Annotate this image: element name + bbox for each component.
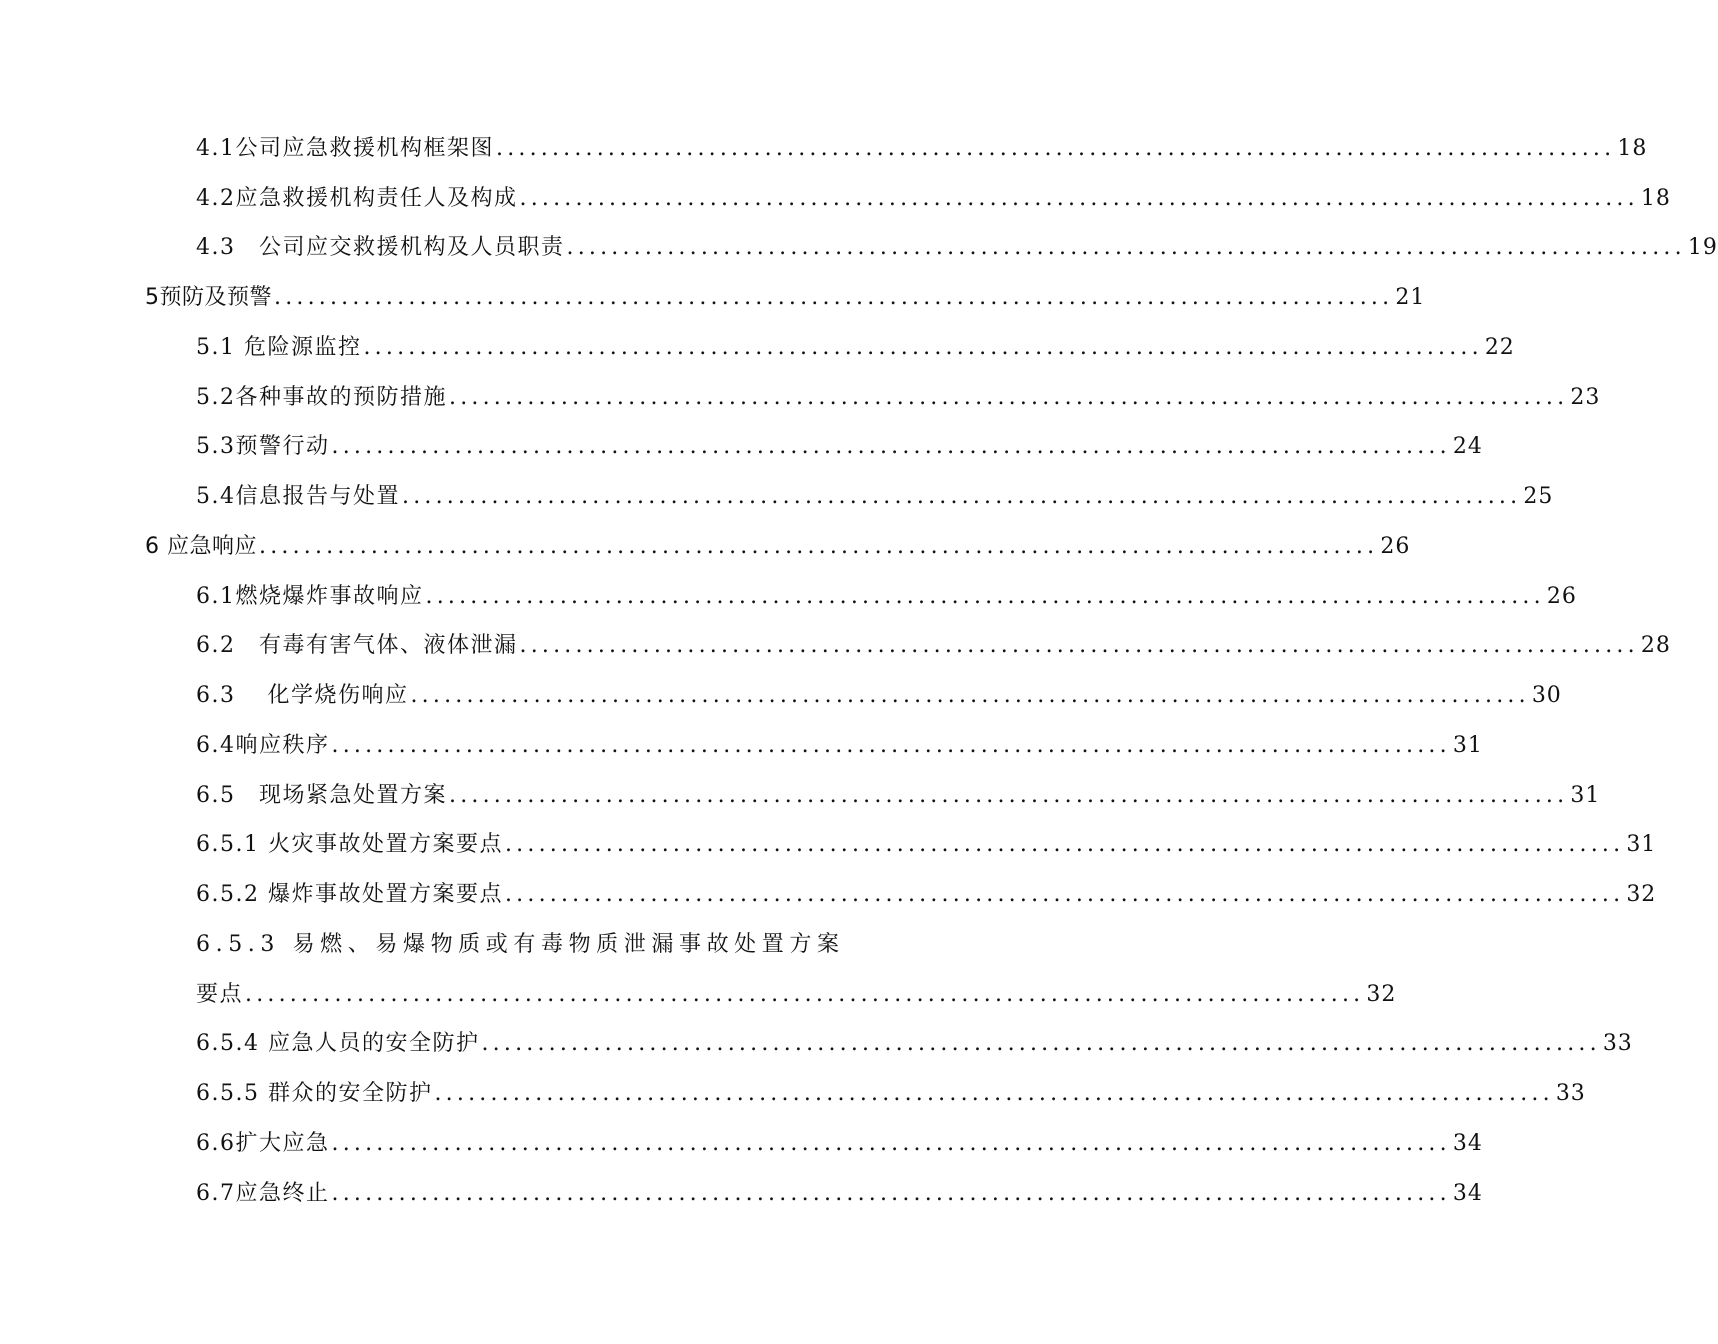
toc-page-number: 18 bbox=[1617, 136, 1648, 161]
toc-dot-leader: .................................................................................................... bbox=[449, 385, 1569, 410]
toc-dot-leader: .................................................................................................... bbox=[566, 235, 1686, 260]
toc-page-number: 34 bbox=[1452, 1181, 1483, 1206]
toc-entry-6-5-1[interactable] bbox=[196, 828, 1657, 862]
toc-entry-title: 4.1公司应急救援机构框架图 bbox=[196, 136, 494, 161]
toc-entry-6-4[interactable] bbox=[196, 729, 1483, 763]
toc-page-number: 24 bbox=[1452, 434, 1483, 459]
toc-entry-6-3[interactable] bbox=[196, 679, 1562, 713]
toc-page-number: 23 bbox=[1570, 385, 1601, 410]
toc-dot-leader: .................................................................................................... bbox=[496, 136, 1616, 161]
toc-entry-title: 6.4响应秩序 bbox=[196, 733, 330, 758]
toc-entry-title: 4.3 公司应交救援机构及人员职责 bbox=[196, 235, 565, 260]
toc-dot-leader: .................................................................................................... bbox=[519, 633, 1639, 658]
toc-entry-title: 6.5 现场紧急处置方案 bbox=[196, 783, 447, 808]
toc-dot-leader: .................................................................................................... bbox=[331, 733, 1451, 758]
toc-entry-4-1[interactable] bbox=[196, 132, 1648, 166]
toc-dot-leader: .................................................................................................... bbox=[331, 1181, 1451, 1206]
toc-page-number: 32 bbox=[1366, 982, 1397, 1007]
toc-page-number: 33 bbox=[1602, 1031, 1633, 1056]
toc-entry-title: 6.5.4 应急人员的安全防护 bbox=[196, 1031, 480, 1056]
toc-dot-leader: .................................................................................................... bbox=[425, 584, 1545, 609]
toc-page-number: 22 bbox=[1484, 335, 1515, 360]
toc-dot-leader: .................................................................................................... bbox=[504, 832, 1625, 857]
toc-entry-title: 6.2 有毒有害气体、液体泄漏 bbox=[196, 633, 518, 658]
toc-entry-5-3[interactable] bbox=[196, 430, 1483, 464]
toc-entry-title: 6.1燃烧爆炸事故响应 bbox=[196, 584, 424, 609]
toc-dot-leader: .................................................................................................... bbox=[449, 783, 1569, 808]
toc-entry-6-5-3[interactable] bbox=[196, 928, 845, 962]
toc-entry-5-1[interactable] bbox=[196, 331, 1515, 365]
toc-dot-leader: .................................................................................................... bbox=[274, 285, 1394, 310]
toc-page-number: 31 bbox=[1626, 832, 1657, 857]
toc-entry-6-5-5[interactable] bbox=[196, 1077, 1586, 1111]
toc-entry-6-6[interactable] bbox=[196, 1127, 1483, 1161]
toc-entry-title: 要点 bbox=[196, 982, 244, 1007]
toc-dot-leader: .................................................................................................... bbox=[245, 982, 1365, 1007]
toc-page-number: 19 bbox=[1687, 235, 1718, 260]
toc-entry-title: 5预防及预警 bbox=[145, 285, 272, 310]
toc-entry-title: 5.2各种事故的预防措施 bbox=[196, 385, 447, 410]
toc-page-number: 25 bbox=[1523, 484, 1554, 509]
toc-dot-leader: .................................................................................................... bbox=[331, 1131, 1451, 1156]
toc-entry-title: 5.3预警行动 bbox=[196, 434, 330, 459]
toc-entry-5-2[interactable] bbox=[196, 381, 1601, 415]
toc-entry-title: 6.5.1 火灾事故处置方案要点 bbox=[196, 832, 503, 857]
toc-dot-leader: .................................................................................................... bbox=[410, 683, 1530, 708]
toc-entry-title: 5.4信息报告与处置 bbox=[196, 484, 400, 509]
toc-entry-6-2[interactable] bbox=[196, 629, 1671, 663]
toc-entry-6[interactable] bbox=[145, 530, 1411, 564]
toc-entry-6-5-2[interactable] bbox=[196, 878, 1657, 912]
toc-entry-title: 6.5.3 易燃、易爆物质或有毒物质泄漏事故处置方案 bbox=[196, 932, 845, 957]
toc-page-number: 18 bbox=[1640, 186, 1671, 211]
toc-page-number: 21 bbox=[1395, 285, 1426, 310]
toc-dot-leader: .................................................................................................... bbox=[402, 484, 1522, 509]
toc-dot-leader: .................................................................................................... bbox=[259, 534, 1379, 559]
toc-entry-5[interactable] bbox=[145, 281, 1426, 315]
toc-entry-5-4[interactable] bbox=[196, 480, 1554, 514]
toc-entry-title: 6.5.2 爆炸事故处置方案要点 bbox=[196, 882, 503, 907]
toc-dot-leader: .................................................................................................... bbox=[504, 882, 1625, 907]
toc-entry-title: 4.2应急救援机构责任人及构成 bbox=[196, 186, 518, 211]
toc-entry-6-5-4[interactable] bbox=[196, 1027, 1633, 1061]
toc-page-number: 30 bbox=[1531, 683, 1562, 708]
toc-page-number: 31 bbox=[1570, 783, 1601, 808]
toc-dot-leader: .................................................................................................... bbox=[434, 1081, 1554, 1106]
toc-dot-leader: .................................................................................................... bbox=[519, 186, 1639, 211]
toc-page-number: 31 bbox=[1452, 733, 1483, 758]
toc-entry-4-3[interactable] bbox=[196, 231, 1718, 265]
toc-entry-6-5-3-continued[interactable] bbox=[196, 978, 1397, 1012]
toc-entry-title: 6.6扩大应急 bbox=[196, 1131, 330, 1156]
toc-page-number: 32 bbox=[1626, 882, 1657, 907]
toc-page-number: 28 bbox=[1640, 633, 1671, 658]
toc-entry-title: 6.5.5 群众的安全防护 bbox=[196, 1081, 433, 1106]
toc-dot-leader: .................................................................................................... bbox=[363, 335, 1483, 360]
toc-page-number: 34 bbox=[1452, 1131, 1483, 1156]
toc-entry-6-1[interactable] bbox=[196, 580, 1577, 614]
toc-dot-leader: .................................................................................................... bbox=[481, 1031, 1601, 1056]
toc-entry-title: 6.7应急终止 bbox=[196, 1181, 330, 1206]
toc-dot-leader: .................................................................................................... bbox=[331, 434, 1451, 459]
toc-entry-6-5[interactable] bbox=[196, 779, 1601, 813]
toc-entry-title: 6.3 化学烧伤响应 bbox=[196, 683, 409, 708]
toc-page-number: 26 bbox=[1546, 584, 1577, 609]
toc-page-number: 26 bbox=[1380, 534, 1411, 559]
toc-entry-6-7[interactable] bbox=[196, 1177, 1483, 1211]
toc-page-number: 33 bbox=[1555, 1081, 1586, 1106]
toc-entry-title: 6 应急响应 bbox=[145, 534, 257, 559]
toc-entry-4-2[interactable] bbox=[196, 182, 1671, 216]
toc-entry-title: 5.1 危险源监控 bbox=[196, 335, 362, 360]
